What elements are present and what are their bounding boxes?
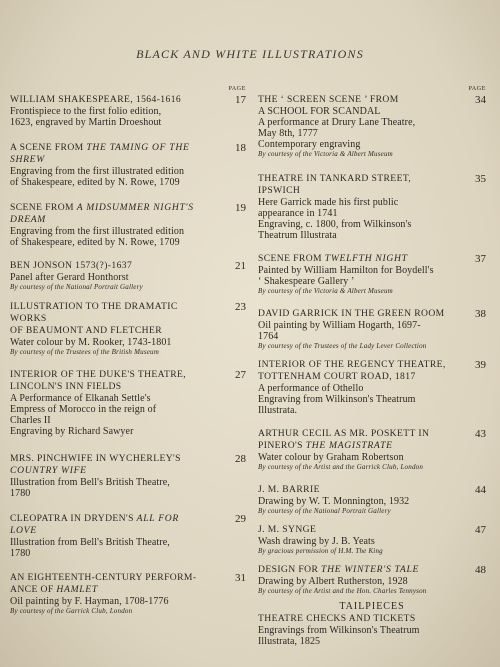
entry-description: 1623, engraved by Martin Droeshout — [10, 117, 162, 128]
entry-heading-line2 — [10, 214, 216, 226]
page-column-header: PAGE — [228, 86, 246, 92]
entry-heading-text: A SCENE FROM — [10, 142, 87, 153]
entry-heading-text: ANCE OF — [10, 584, 57, 595]
entry-heading — [258, 173, 456, 197]
right-entry-list — [258, 94, 486, 596]
entry-description: 1780 — [10, 548, 31, 559]
entry-heading — [10, 513, 216, 525]
page-number: 35 — [475, 173, 486, 185]
entry-description: Painted by William Hamilton for Boydell's — [258, 265, 434, 276]
entry-description: A SCHOOL FOR SCANDAL — [258, 106, 381, 117]
contents-entry — [10, 202, 246, 248]
entry-heading — [258, 94, 456, 106]
entry-description: of Shakespeare, edited by N. Rowe, 1709 — [10, 177, 180, 188]
entry-description: Drawing by Albert Rutherston, 1928 — [258, 576, 408, 587]
entry-heading — [258, 564, 456, 576]
entry-description: Illustrata. — [258, 405, 298, 416]
entry-heading-line2 — [258, 371, 456, 383]
entry-heading-line2 — [10, 584, 216, 596]
entry-heading-line2 — [258, 440, 456, 452]
entry-description: Frontispiece to the first folio edition, — [10, 106, 162, 117]
contents-entry — [258, 359, 486, 416]
page-number: 19 — [235, 202, 246, 214]
tailpieces-desc-1: Illustrata, 1825 — [258, 636, 321, 647]
contents-entry — [258, 308, 486, 351]
entry-heading-text: DESIGN FOR — [258, 564, 322, 575]
entry-heading-line2 — [10, 154, 216, 166]
page-number: 34 — [475, 94, 486, 106]
entry-description: 1780 — [10, 488, 31, 499]
contents-entry — [10, 453, 246, 499]
entry-description: Engraving from the first illustrated edition — [10, 226, 185, 237]
entry-heading-title: LOVE — [10, 525, 37, 536]
entry-credit: By courtesy of the Trustees of the Lady Lever Collection — [258, 342, 427, 350]
entry-heading — [10, 301, 216, 325]
contents-entry — [258, 428, 486, 472]
entry-heading-text: ILLUSTRATION TO THE DRAMATIC WORKS — [10, 301, 178, 324]
page-number: 28 — [235, 453, 246, 465]
entry-description: Contemporary engraving — [258, 139, 361, 150]
entry-heading-title: SHREW — [10, 154, 45, 165]
right-column — [258, 84, 486, 647]
entry-credit: By courtesy of the Victoria & Albert Museum — [258, 287, 393, 295]
entry-description: Engraving by Richard Sawyer — [10, 426, 134, 437]
entry-heading-text: INTERIOR OF THE DUKE'S THEATRE, — [10, 369, 187, 380]
tailpieces-title: TAILPIECES — [339, 601, 405, 612]
entry-heading-text: AN EIGHTEENTH-CENTURY PERFORM- — [10, 572, 197, 583]
entry-heading-title: THE MAGISTRATE — [305, 440, 393, 451]
entry-heading-text: LINCOLN'S INN FIELDS — [10, 381, 122, 392]
entry-heading-title: A MIDSUMMER NIGHT'S — [76, 202, 194, 213]
left-column — [10, 84, 246, 616]
entry-description: Engraving from the first illustrated edition — [10, 166, 185, 177]
contents-entry — [258, 524, 486, 556]
page-number: 27 — [235, 369, 246, 381]
entry-heading — [258, 428, 456, 440]
entry-heading-title: TWELFTH NIGHT — [324, 253, 408, 264]
entry-heading-text: TOTTENHAM COURT ROAD, 1817 — [258, 371, 416, 382]
contents-entry — [10, 369, 246, 437]
entry-heading-text: SCENE FROM — [258, 253, 325, 264]
page-number: 31 — [235, 572, 246, 584]
tailpieces-heading: THEATRE CHECKS AND TICKETS — [258, 613, 416, 624]
contents-entry — [258, 253, 486, 296]
entry-heading-text: CLEOPATRA IN DRYDEN'S — [10, 513, 137, 524]
entry-description: Wash drawing by J. B. Yeats — [258, 536, 375, 547]
entry-heading-text: THEATRE IN TANKARD STREET, IPSWICH — [258, 173, 412, 196]
entry-heading-text: WILLIAM SHAKESPEARE, 1564-1616 — [10, 94, 182, 105]
entry-heading-line2 — [10, 325, 216, 337]
entry-heading-text: ARTHUR CECIL AS MR. POSKETT IN — [258, 428, 430, 439]
entry-heading — [10, 260, 216, 272]
entry-heading — [10, 369, 216, 381]
contents-entry — [10, 142, 246, 188]
page-number: 44 — [475, 484, 486, 496]
entry-description: Illustration from Bell's British Theatre, — [10, 477, 170, 488]
entry-credit: By gracious permission of H.M. The King — [258, 547, 383, 555]
entry-credit: By courtesy of the National Portrait Gallery — [10, 283, 143, 291]
entry-heading — [10, 94, 216, 106]
entry-heading — [10, 202, 216, 214]
entry-credit: By courtesy of the Artist and the Garrick Club, London — [258, 463, 424, 471]
entry-heading — [10, 453, 216, 465]
entry-heading-text: THE ‘ SCREEN SCENE ’ FROM — [258, 94, 399, 105]
entry-credit: By courtesy of the National Portrait Gallery — [258, 507, 391, 515]
entry-description: Water colour by M. Rooker, 1743-1801 — [10, 337, 172, 348]
entry-description: A Performance of Elkanah Settle's — [10, 393, 151, 404]
entry-heading-text: OF BEAUMONT AND FLETCHER — [10, 325, 163, 336]
page-number: 39 — [475, 359, 486, 371]
contents-entry — [10, 572, 246, 616]
entry-heading — [258, 524, 456, 536]
entry-credit: By courtesy of the Garrick Club, London — [10, 607, 133, 615]
page-number: 29 — [235, 513, 246, 525]
page-number: 47 — [475, 524, 486, 536]
entry-heading-text: INTERIOR OF THE REGENCY THEATRE, — [258, 359, 446, 370]
entry-description: Oil painting by William Hogarth, 1697- — [258, 320, 421, 331]
entry-heading-title: COUNTRY WIFE — [10, 465, 87, 476]
entry-description: Charles II — [10, 415, 51, 426]
entry-heading-text: DAVID GARRICK IN THE GREEN ROOM — [258, 308, 445, 319]
entry-description: Illustration from Bell's British Theatre, — [10, 537, 170, 548]
entry-heading-title: THE WINTER'S TALE — [321, 564, 420, 575]
contents-entry — [258, 94, 486, 159]
entry-credit: By courtesy of the Artist and the Hon. Charles Tennyson — [258, 587, 427, 595]
entry-heading-title: THE TAMING OF THE — [86, 142, 190, 153]
entry-heading — [10, 142, 216, 154]
entry-heading — [258, 484, 456, 496]
entry-description: Engraving, c. 1800, from Wilkinson's — [258, 219, 412, 230]
page-column-header: PAGE — [468, 86, 486, 92]
entry-description: Engraving from Wilkinson's Theatrum — [258, 394, 416, 405]
entry-heading — [258, 308, 456, 320]
entry-description: of Shakespeare, edited by N. Rowe, 1709 — [10, 237, 180, 248]
page-title: BLACK AND WHITE ILLUSTRATIONS — [136, 47, 364, 61]
entry-heading-line2 — [10, 381, 216, 393]
entry-heading-text: MRS. PINCHWIFE IN WYCHERLEY'S — [10, 453, 181, 464]
page-number: 43 — [475, 428, 486, 440]
page-number: 48 — [475, 564, 486, 576]
entry-heading — [258, 359, 456, 371]
entry-description: Theatrum Illustrata — [258, 230, 337, 241]
entry-heading — [10, 572, 216, 584]
contents-entry — [10, 94, 246, 128]
entry-description: Drawing by W. T. Monnington, 1932 — [258, 496, 410, 507]
entry-description: A performance at Drury Lane Theatre, — [258, 117, 416, 128]
left-entry-list — [10, 94, 246, 616]
entry-description: May 8th, 1777 — [258, 128, 318, 139]
entry-heading-text: J. M. SYNGE — [258, 524, 317, 535]
entry-heading-text: SCENE FROM — [10, 202, 77, 213]
entry-credit: By courtesy of the Victoria & Albert Museum — [258, 150, 393, 158]
entry-description: Panel after Gerard Honthorst — [10, 272, 129, 283]
page-number: 23 — [235, 301, 246, 313]
page-number: 38 — [475, 308, 486, 320]
entry-heading-line2 — [10, 465, 216, 477]
entry-heading — [258, 253, 456, 265]
entry-description: Here Garrick made his first public — [258, 197, 399, 208]
entry-heading-text: BEN JONSON 1573(?)-1637 — [10, 260, 133, 271]
contents-entry — [10, 513, 246, 559]
contents-entry — [258, 484, 486, 516]
entry-description: Oil painting by F. Hayman, 1708-1776 — [10, 596, 169, 607]
entry-credit: By courtesy of the Trustees of the British Museum — [10, 348, 160, 356]
entry-heading-text: J. M. BARRIE — [258, 484, 320, 495]
contents-entry — [258, 173, 486, 241]
contents-entry — [10, 260, 246, 292]
tailpieces-desc-0: Engravings from Wilkinson's Theatrum — [258, 625, 420, 636]
page-number: 37 — [475, 253, 486, 265]
entry-description: 1764 — [258, 331, 279, 342]
entry-heading-title: ALL FOR — [136, 513, 179, 524]
page-number: 17 — [235, 94, 246, 106]
contents-entry — [258, 564, 486, 596]
contents-entry — [10, 301, 246, 357]
page-number: 21 — [235, 260, 246, 272]
page-number: 18 — [235, 142, 246, 154]
tailpieces-section — [258, 601, 486, 647]
entry-description: Empress of Morocco in the reign of — [10, 404, 157, 415]
entry-heading-title: DREAM — [10, 214, 47, 225]
entry-description: A performance of Othello — [258, 383, 364, 394]
entry-heading-line2 — [10, 525, 216, 537]
entry-description: appearance in 1741 — [258, 208, 338, 219]
entry-description: Water colour by Graham Robertson — [258, 452, 404, 463]
entry-description: ‘ Shakespeare Gallery ’ — [258, 276, 355, 287]
entry-heading-text: PINERO'S — [258, 440, 306, 451]
entry-heading-title: HAMLET — [56, 584, 98, 595]
